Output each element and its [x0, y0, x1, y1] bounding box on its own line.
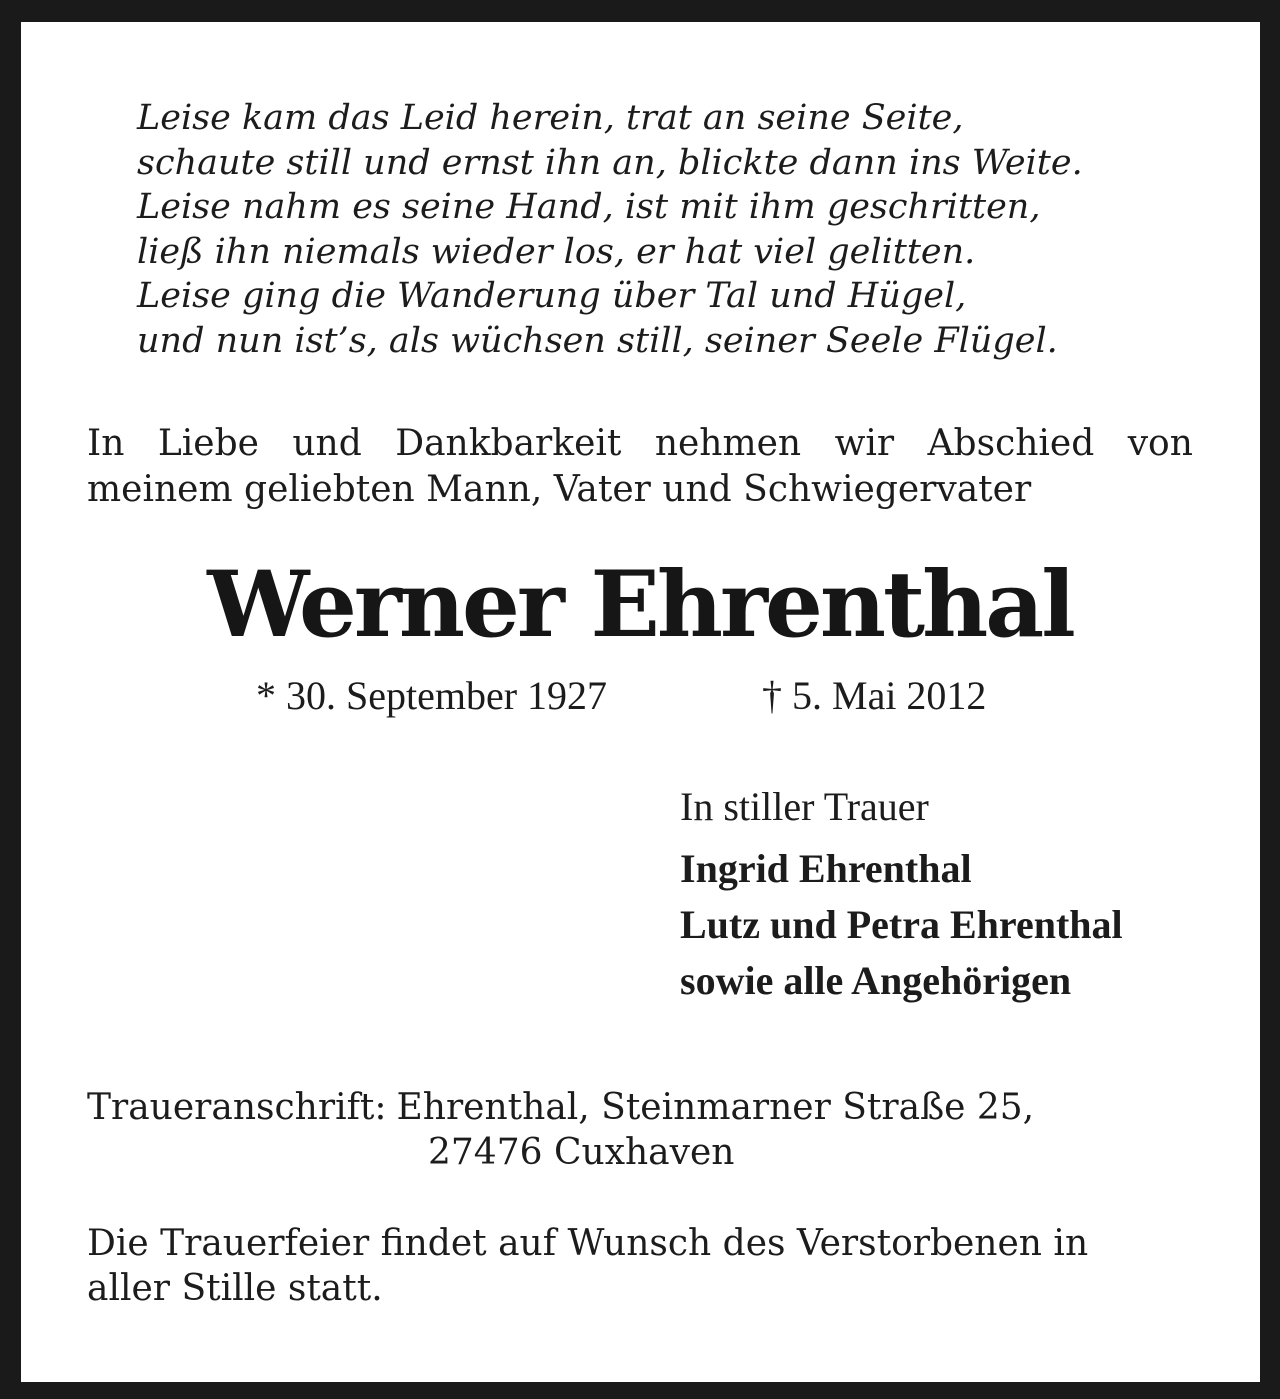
death-date: † 5. Mai 2012 — [762, 673, 987, 718]
intro-word: Dankbarkeit — [395, 423, 622, 464]
poem — [137, 96, 1217, 363]
poem-line: Leise kam das Leid herein, trat an seine Seite, — [137, 98, 964, 138]
intro-word: nehmen — [654, 423, 802, 464]
birth-date: * 30. September 1927 — [256, 673, 608, 718]
address-city: 27476 Cuxhaven — [428, 1132, 735, 1173]
intro-word: Abschied — [927, 423, 1095, 464]
mourner-name: Ingrid Ehrenthal — [680, 846, 972, 891]
poem-line: schaute still und ernst ihn an, blickte dann ins Weite. — [137, 142, 1083, 183]
intro-word: Liebe — [157, 423, 259, 464]
address-label: Traueranschrift: — [87, 1087, 387, 1128]
intro-text — [87, 421, 1193, 513]
intro-line — [87, 421, 1193, 467]
address-street: Ehrenthal, Steinmarner Straße 25, — [396, 1087, 1035, 1128]
ceremony-line: aller Stille statt. — [87, 1268, 383, 1309]
mourner-name: sowie alle Angehörigen — [680, 958, 1072, 1003]
mourners-block — [680, 783, 1220, 1009]
intro-word: In — [87, 423, 125, 464]
mourning-address — [87, 1085, 1034, 1175]
poem-line: Leise ging die Wanderung über Tal und Hügel, — [137, 276, 967, 316]
intro-word: wir — [834, 423, 895, 464]
intro-word: und — [292, 423, 362, 464]
mourners-heading: In stiller Trauer — [680, 784, 929, 829]
ceremony-line: Die Trauerfeier findet auf Wunsch des Verstorbenen in — [87, 1223, 1089, 1264]
deceased-name: Werner Ehrenthal — [207, 552, 1073, 658]
poem-line: ließ ihn niemals wieder los, er hat viel gelitten. — [137, 231, 976, 272]
poem-line: und nun ist’s, als wüchsen still, seiner Seele Flügel. — [137, 320, 1058, 361]
intro-line: meinem geliebten Mann, Vater und Schwiegervater — [87, 469, 1032, 510]
ceremony-note — [87, 1221, 1193, 1311]
intro-word: von — [1127, 423, 1193, 464]
poem-line: Leise nahm es seine Hand, ist mit ihm geschritten, — [137, 187, 1041, 227]
mourner-name: Lutz und Petra Ehrenthal — [680, 902, 1123, 947]
